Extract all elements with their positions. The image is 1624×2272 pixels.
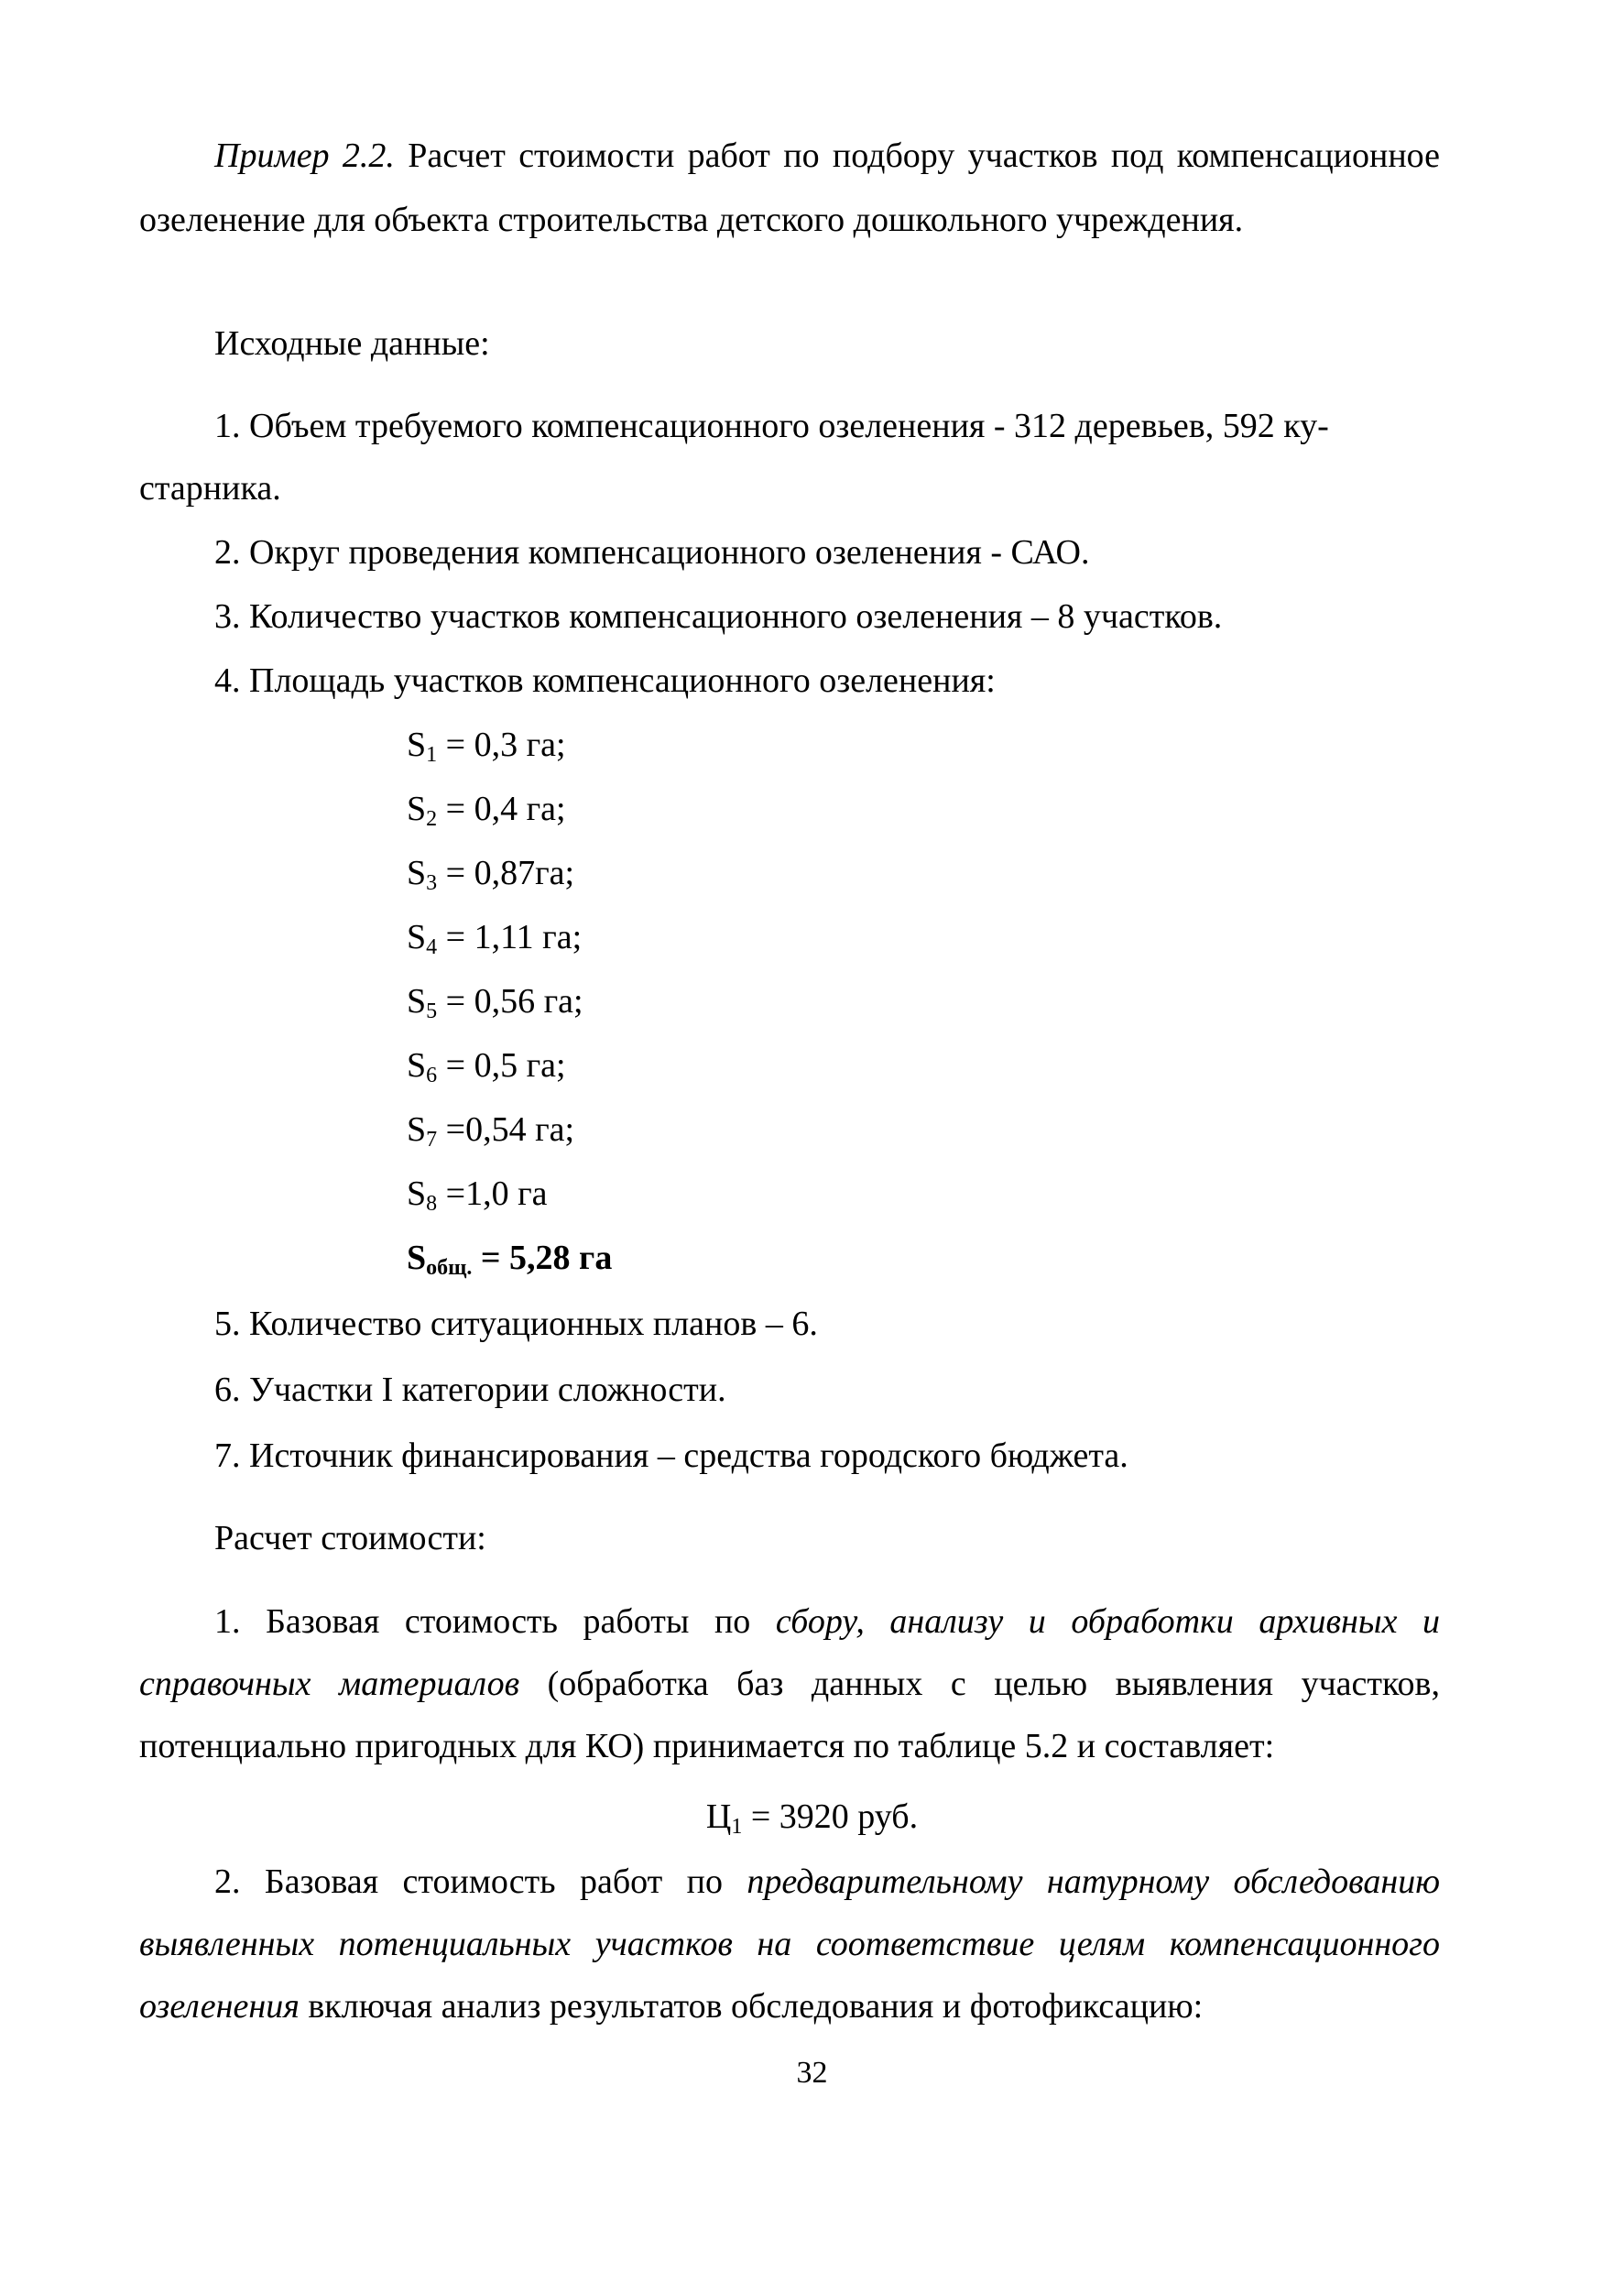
- item-1-line-2: старника.: [139, 469, 281, 508]
- calc-heading: Расчет стоимости:: [214, 1519, 486, 1557]
- calc2-italic: предварительному натурному обследованию выявленных потенциальных участков на соответствие целям компенсационного озеленения: [139, 1862, 1440, 2026]
- example-intro-paragraph: [139, 124, 1440, 252]
- calc-paragraph-1: 1. Базовая стоимость работы по сбору, анализу и обработки архивных и справочных материалов (обработка баз данных с целью выявления участков, потенциально пригодных для КО) принимается по таблице 5.2 и составляет:: [139, 1602, 1440, 1765]
- page-number: 32: [796, 2056, 828, 2090]
- area-s2: $S_2 = 0,4$ га;: [407, 790, 566, 831]
- calc1-italic: сбору, анализу и обработки архивных и справочных материалов: [139, 1602, 1440, 1703]
- item-1-line-1: 1. Объем требуемого компенсационного озеленения - 312 деревьев, 592 ку-: [214, 407, 1329, 445]
- item-4: 4. Площадь участков компенсационного озеленения:: [214, 661, 996, 700]
- area-s3: $S_3 = 0,87га$;: [407, 854, 575, 895]
- area-s1: $S_1 = 0,3$ га;: [407, 726, 566, 767]
- area-total: $S_{общ.} = 5,28$ га: [407, 1239, 613, 1280]
- example-label: Пример 2.2.: [214, 137, 395, 175]
- input-heading: Исходные данные:: [214, 324, 490, 363]
- example-intro-text: Расчет стоимости работ по подбору участков под компенсационное озеленение для объекта строительства детского дошкольного учреждения.: [139, 137, 1440, 239]
- area-s8: $S_8 =1,0$ га: [407, 1174, 548, 1216]
- area-s6: $S_6 = 0,5$ га;: [407, 1046, 566, 1087]
- formula-c1: $Ц_1 = 3920$ руб.: [705, 1797, 919, 1839]
- item-6: 6. Участки I категории сложности.: [214, 1371, 726, 1409]
- item-5: 5. Количество ситуационных планов – 6.: [214, 1305, 818, 1343]
- calc-paragraph-2: 2. Базовая стоимость работ по предварительному натурному обследованию выявленных потенциальных участков на соответствие целям компенсационного озеленения включая анализ результатов обследования и фотофиксацию:: [139, 1862, 1440, 2026]
- area-s4: $S_4 = 1,11$ га;: [407, 918, 583, 959]
- item-7: 7. Источник финансирования – средства городского бюджета.: [214, 1436, 1128, 1475]
- item-3: 3. Количество участков компенсационного озеленения – 8 участков.: [214, 597, 1223, 636]
- item-2: 2. Округ проведения компенсационного озеленения - САО.: [214, 533, 1090, 572]
- area-s5: $S_5 = 0,56$ га;: [407, 982, 583, 1023]
- area-s7: $S_7 =0,54$ га;: [407, 1110, 575, 1152]
